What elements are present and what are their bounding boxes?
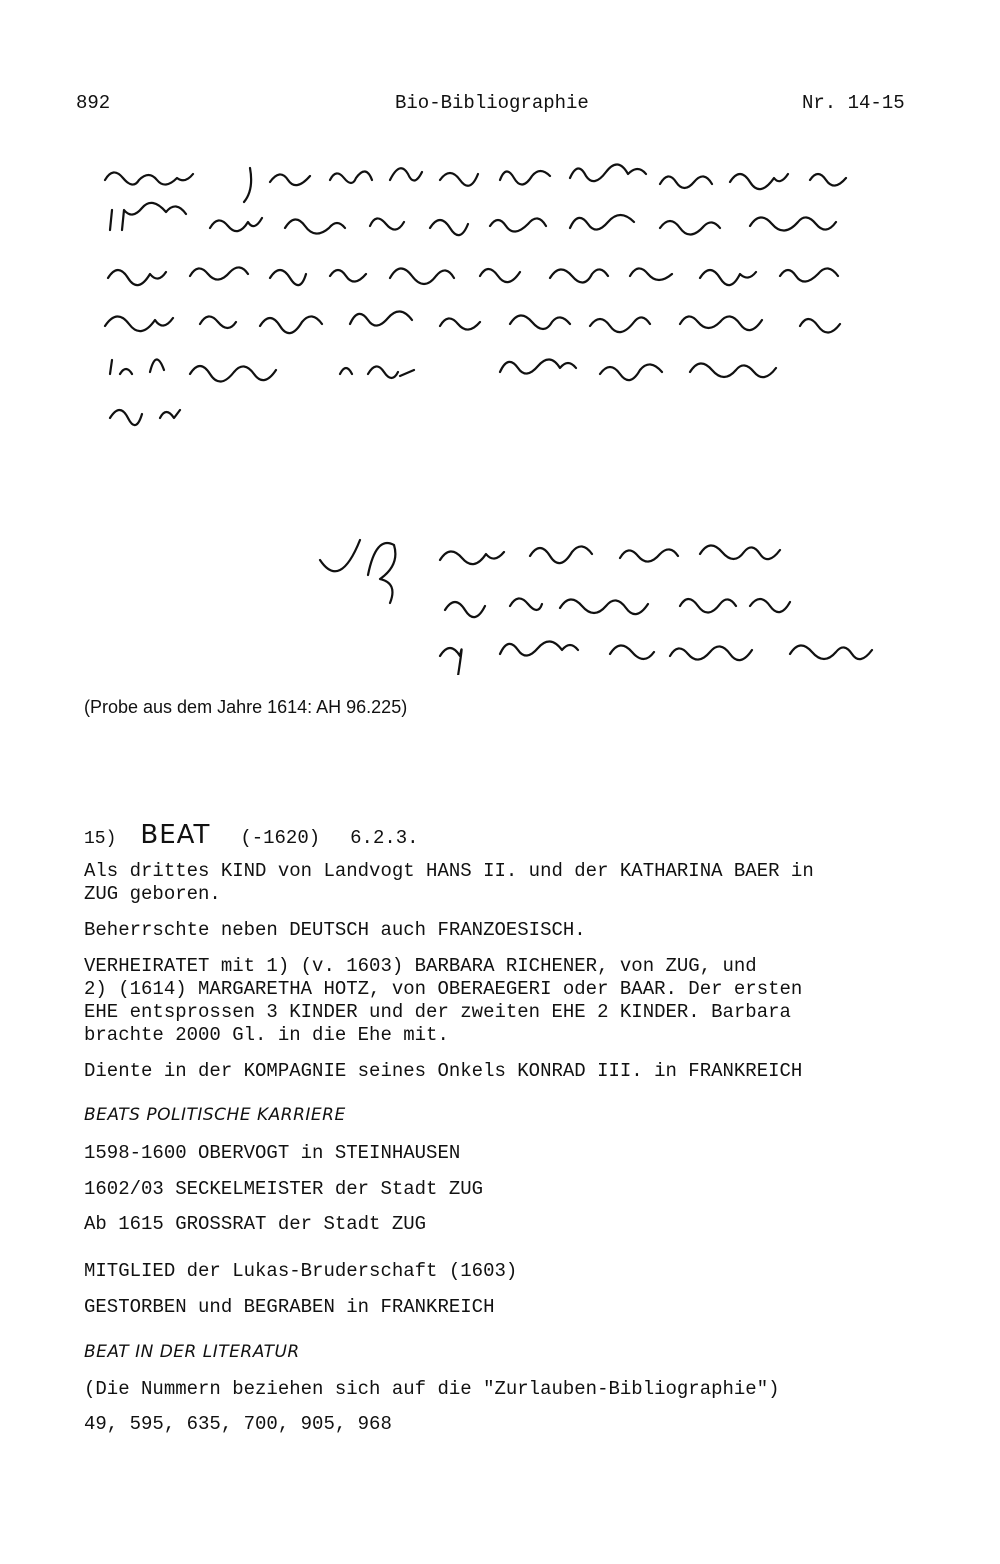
literature-numbers: 49, 595, 635, 700, 905, 968: [84, 1413, 392, 1435]
entry-name: BEAT: [140, 820, 211, 850]
entry-code: 6.2.3.: [350, 827, 419, 849]
literature-heading: BEAT IN DER LITERATUR: [84, 1342, 300, 1362]
paragraph-languages: Beherrschte neben DEUTSCH auch FRANZOESISCH.: [84, 919, 586, 941]
career-item: 1602/03 SECKELMEISTER der Stadt ZUG: [84, 1178, 484, 1200]
handwritten-manuscript-icon: [100, 150, 960, 440]
membership-line: MITGLIED der Lukas-Bruderschaft (1603): [84, 1260, 518, 1282]
death-line: GESTORBEN und BEGRABEN in FRANKREICH: [84, 1296, 495, 1318]
entry-number: 15): [84, 829, 117, 849]
sample-caption: (Probe aus dem Jahre 1614: AH 96.225): [84, 697, 408, 717]
entry-dates: (-1620): [240, 827, 321, 849]
page-number: 892: [76, 92, 111, 114]
running-title: Bio-Bibliographie: [395, 92, 589, 114]
entry-heading: [84, 820, 419, 851]
literature-note: (Die Nummern beziehen sich auf die "Zurlauben-Bibliographie"): [84, 1378, 780, 1400]
paragraph-birth: Als drittes KIND von Landvogt HANS II. und der KATHARINA BAER in ZUG geboren.: [84, 860, 814, 905]
paragraph-service: Diente in der KOMPAGNIE seines Onkels KONRAD III. in FRANKREICH: [84, 1060, 803, 1082]
career-heading: BEATS POLITISCHE KARRIERE: [84, 1105, 346, 1125]
handwritten-signature-icon: [310, 520, 940, 675]
entry-range: Nr. 14-15: [802, 92, 905, 114]
paragraph-marriage: VERHEIRATET mit 1) (v. 1603) BARBARA RICHENER, von ZUG, und 2) (1614) MARGARETHA HOTZ, von OBERAEGERI oder BAAR. Der ersten EHE entsprossen 3 KINDER und der zweiten EHE 2 KINDER. Barbara brachte 2000 Gl. in die Ehe mit.: [84, 955, 803, 1046]
career-item: Ab 1615 GROSSRAT der Stadt ZUG: [84, 1213, 427, 1235]
career-item: 1598-1600 OBERVOGT in STEINHAUSEN: [84, 1142, 461, 1164]
